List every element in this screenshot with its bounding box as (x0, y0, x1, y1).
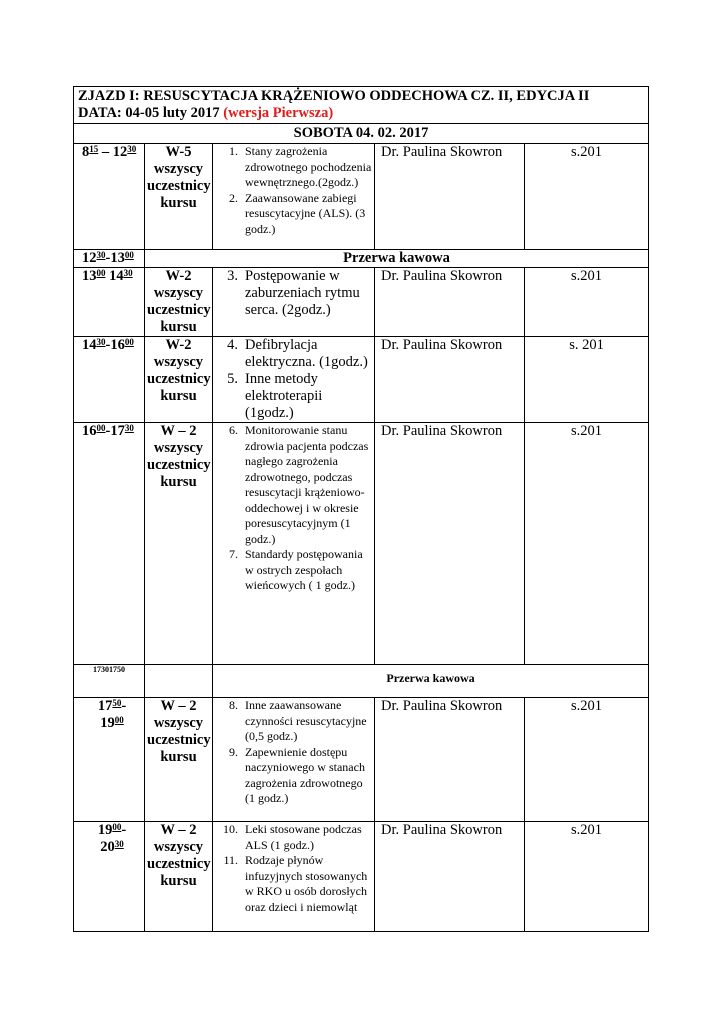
topic-item: 7. Standardy postępowania w ostrych zespołach wieńcowych ( 1 godz.) (229, 547, 363, 592)
session-participants: W – 2 wszyscy uczestnicy kursu (145, 423, 213, 665)
header-date: DATA: 04-05 luty 2017 (wersja Pierwsza) (78, 105, 334, 121)
room: s.201 (525, 144, 649, 250)
session-participants: W-5 wszyscy uczestnicy kursu (145, 144, 213, 250)
session-row (74, 423, 649, 665)
document-header (74, 87, 649, 124)
room: s.201 (525, 268, 649, 337)
topic-item: 11. Rodzaje płynów infuzyjnych stosowanych w RKO u osób dorosłych oraz dzieci i niemowląt (223, 853, 368, 914)
session-participants: W-2 wszyscy uczestnicy kursu (145, 268, 213, 337)
session-time: $19^{00}-$ $20^{30}$ (74, 822, 145, 932)
break-row (74, 250, 649, 268)
room: s.201 (525, 822, 649, 932)
lecturer: Dr. Paulina Skowron (375, 698, 525, 822)
break-label: Przerwa kawowa (145, 250, 649, 268)
session-row (74, 698, 649, 822)
session-time: $13^{00}$ $14^{30}$ (74, 268, 145, 337)
session-time: $16^{00}-17^{30}$ (74, 423, 145, 665)
break-row (74, 665, 649, 698)
header-row (74, 87, 649, 124)
session-topics (213, 337, 375, 423)
lecturer: Dr. Paulina Skowron (375, 822, 525, 932)
version-note: (wersja Pierwsza) (223, 105, 334, 121)
break-time: 17301750 (74, 665, 145, 698)
empty-cell (145, 665, 213, 698)
break-time: $12^{30}-13^{00}$ (74, 250, 145, 268)
topic-item: 9. Zapewnienie dostępu naczyniowego w stanach zagrożenia zdrowotnego (1 godz.) (229, 744, 365, 805)
session-row (74, 822, 649, 932)
room: s. 201 (525, 337, 649, 423)
topic-item: 2. Zaawansowane zabiegi resuscytacyjne (ALS). (3 godz.) (229, 190, 366, 236)
session-time: $17^{50}-$ $19^{00}$ (74, 698, 145, 822)
lecturer: Dr. Paulina Skowron (375, 144, 525, 250)
session-row (74, 144, 649, 250)
room: s.201 (525, 423, 649, 665)
header-title: ZJAZD I: RESUSCYTACJA KRĄŻENIOWO ODDECHOWA CZ. II, EDYCJA II (78, 88, 590, 104)
topic-item: 4. Defibrylacja elektryczna. (1godz.) (227, 337, 368, 370)
day-heading: SOBOTA 04. 02. 2017 (74, 124, 649, 144)
session-participants: W – 2 wszyscy uczestnicy kursu (145, 822, 213, 932)
session-participants: W – 2 wszyscy uczestnicy kursu (145, 698, 213, 822)
session-topics (213, 268, 375, 337)
lecturer: Dr. Paulina Skowron (375, 337, 525, 423)
topic-item: 1. Stany zagrożenia zdrowotnego pochodzenia wewnętrznego.(2godz.) (229, 144, 372, 189)
schedule-table (73, 86, 649, 932)
topic-item: 3. Postępowanie w zaburzeniach rytmu serca. (2godz.) (227, 268, 360, 318)
session-topics (213, 698, 375, 822)
lecturer: Dr. Paulina Skowron (375, 423, 525, 665)
session-time: $8^{15} - 12^{30}$ (74, 144, 145, 250)
day-row (74, 124, 649, 144)
topic-item: 6. Monitorowanie stanu zdrowia pacjenta podczas nagłego zagrożenia zdrowotnego, podczas resuscytacji krążeniowo-oddechowej i w okresie poresuscytacyjnym (1 godz.) (229, 423, 369, 546)
topic-item: 10. Leki stosowane podczas ALS (1 godz.) (223, 822, 362, 852)
topic-item: 5. Inne metody elektroterapii (1godz.) (227, 371, 323, 421)
session-time: $14^{30}-16^{00}$ (74, 337, 145, 423)
session-participants: W-2 wszyscy uczestnicy kursu (145, 337, 213, 423)
session-topics (213, 423, 375, 665)
session-row (74, 337, 649, 423)
topic-item: 8. Inne zaawansowane czynności resuscytacyjne (0,5 godz.) (229, 698, 367, 743)
room: s.201 (525, 698, 649, 822)
session-row (74, 268, 649, 337)
session-topics (213, 822, 375, 932)
session-topics (213, 144, 375, 250)
break-label: Przerwa kawowa (213, 665, 649, 698)
lecturer: Dr. Paulina Skowron (375, 268, 525, 337)
